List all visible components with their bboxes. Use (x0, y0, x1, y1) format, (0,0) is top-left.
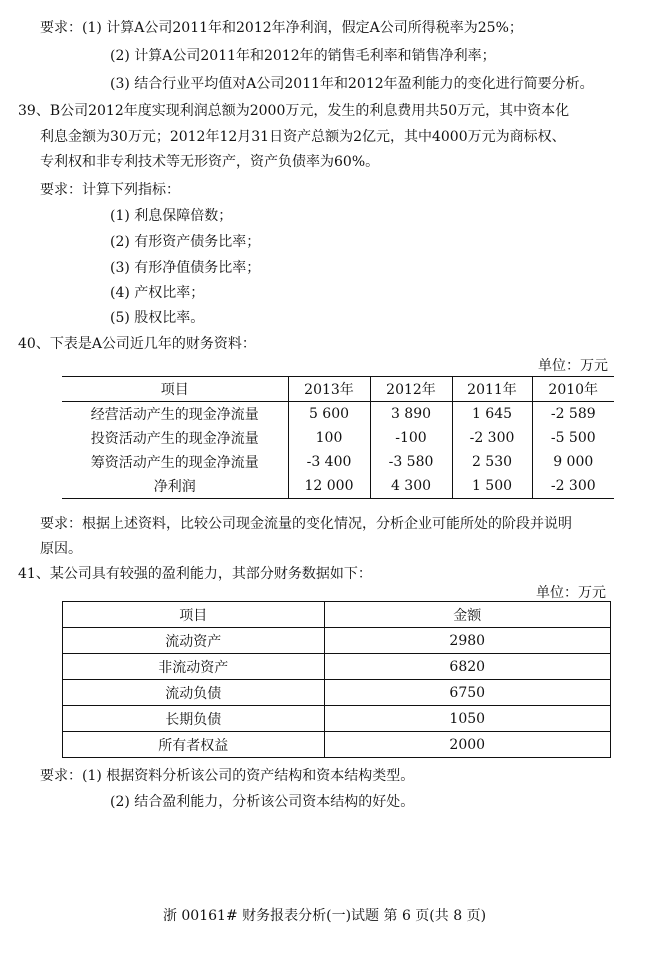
balance-table (62, 601, 611, 758)
table-cell: 6820 (324, 654, 611, 680)
table-cell: 5 600 (288, 402, 370, 427)
q39-requirement: 要求：计算下列指标： (40, 182, 180, 198)
table-cell: 1050 (324, 706, 611, 732)
column-header: 2012年 (370, 377, 452, 402)
q40-requirement-line-1: 要求：根据上述资料，比较公司现金流量的变化情况，分析企业可能所处的阶段并说明 (40, 516, 572, 532)
table-row (62, 402, 614, 427)
q41-requirement-line-2: (2) 结合盈利能力，分析该公司资本结构的好处。 (110, 794, 415, 810)
row-label: 非流动资产 (63, 654, 325, 680)
row-label: 流动负债 (63, 680, 325, 706)
table-row (62, 450, 614, 474)
q38-req-line-3: (3) 结合行业平均值对A公司2011年和2012年盈利能力的变化进行简要分析。 (110, 76, 594, 92)
table-cell: 3 890 (370, 402, 452, 427)
table-row (63, 706, 611, 732)
column-header: 2010年 (532, 377, 614, 402)
row-label: 筹资活动产生的现金净流量 (90, 455, 259, 471)
table-cell: 1 500 (452, 474, 532, 499)
page-footer: 浙 00161# 财务报表分析(一)试题 第 6 页(共 8 页) (162, 908, 487, 924)
q41-intro: 41、某公司具有较强的盈利能力，其部分财务数据如下： (18, 566, 372, 582)
table-cell: 6750 (324, 680, 611, 706)
row-label: 流动资产 (63, 628, 325, 654)
table-header-row (63, 602, 611, 628)
q41-requirement-line-1: 要求：(1) 根据资料分析该公司的资产结构和资本结构类型。 (40, 768, 415, 784)
row-label: 净利润 (153, 479, 196, 495)
table-row (63, 628, 611, 654)
table-row (63, 680, 611, 706)
row-label: 长期负债 (63, 706, 325, 732)
q39-item: (2) 有形资产债务比率； (110, 234, 261, 250)
column-header: 2013年 (288, 377, 370, 402)
q38-req-line-2: (2) 计算A公司2011年和2012年的销售毛利率和销售净利率； (110, 48, 496, 64)
row-label: 经营活动产生的现金净流量 (90, 407, 259, 423)
q38-req-line-1: 要求：(1) 计算A公司2011年和2012年净利润，假定A公司所得税率为25%； (40, 20, 523, 36)
column-header: 2011年 (452, 377, 532, 402)
column-header: 项目 (62, 377, 288, 402)
table-cell: 2 530 (452, 450, 532, 474)
table-cell: 9 000 (532, 450, 614, 474)
q39-text-line-3: 专利权和非专利技术等无形资产，资产负债率为60%。 (40, 154, 380, 170)
table-cell: 2000 (324, 732, 611, 758)
table-cell: 1 645 (452, 402, 532, 427)
q39-item: (3) 有形净值债务比率； (110, 260, 261, 276)
row-label: 所有者权益 (63, 732, 325, 758)
table-header-row (62, 377, 614, 402)
table-cell: 2980 (324, 628, 611, 654)
table-cell: 4 300 (370, 474, 452, 499)
table-row (62, 426, 614, 450)
table-cell: -2 300 (452, 426, 532, 450)
table-row (62, 474, 614, 499)
q39-text-line-1: 39、B公司2012年度实现利润总额为2000万元，发生的利息费用共50万元，其中资本化 (18, 103, 570, 119)
table-cell: -100 (370, 426, 452, 450)
q40-intro: 40、下表是A公司近几年的财务资料： (18, 336, 256, 352)
table-cell: 100 (288, 426, 370, 450)
q41-unit-label: 单位：万元 (536, 585, 606, 601)
table-cell: -5 500 (532, 426, 614, 450)
q39-item: (4) 产权比率； (110, 285, 205, 301)
row-label: 投资活动产生的现金净流量 (90, 431, 259, 447)
column-header: 项目 (63, 602, 325, 628)
table-cell: -2 300 (532, 474, 614, 499)
q40-requirement-line-2: 原因。 (40, 541, 82, 557)
table-row (63, 654, 611, 680)
table-cell: -3 580 (370, 450, 452, 474)
q39-item: (5) 股权比率。 (110, 310, 205, 326)
q40-unit-label: 单位：万元 (538, 358, 608, 374)
table-cell: -2 589 (532, 402, 614, 427)
cash-flow-table (62, 376, 614, 499)
table-cell: -3 400 (288, 450, 370, 474)
q39-text-line-2: 利息金额为30万元；2012年12月31日资产总额为2亿元，其中4000万元为商标权、 (40, 129, 566, 145)
table-row (63, 732, 611, 758)
table-cell: 12 000 (288, 474, 370, 499)
q39-item: (1) 利息保障倍数； (110, 208, 233, 224)
column-header: 金额 (324, 602, 611, 628)
